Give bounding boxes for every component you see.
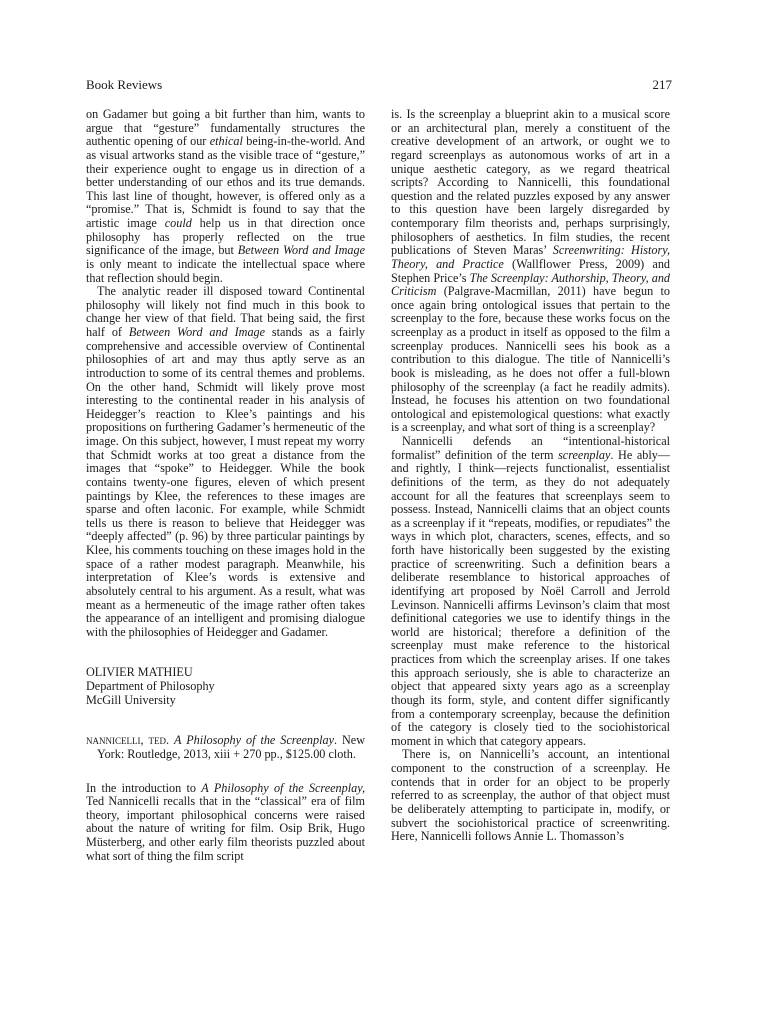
citation-details: . New York: Routledge, 2013, xiii + 270 pp., $125.00 cloth.: [97, 733, 366, 761]
running-header: [86, 77, 672, 97]
emphasis: ethical: [209, 134, 243, 149]
book-title: A Philosophy of the Screenplay,: [201, 780, 365, 795]
left-column: [86, 108, 365, 863]
paragraph: is. Is the screenplay a blueprint akin to a musical score or an architectural plan, merely a constituent of the creative development of an artwork, or ought we to regard screenplays as autonomous works of art in a unique aesthetic category, as we regard theatrical scripts? According to Nannicelli, this foundational question and the related puzzles exposed by any answer to this question have been largely disregarded by contemporary film theorists and, perhaps surprisingly, philosophers of aesthetics. In film studies, the recent publications of Steven Maras’ Screenwriting: History, Theory, and Practice (Wallflower Press, 2009) and Stephen Price’s The Screenplay: Authorship, Theory, and Criticism (Palgrave-Macmillan, 2011) have begun to once again bring ontological issues that pertain to the screenplay to the fore, because these works focus on the screenplay as a product in itself as opposed to the film a screenplay produces. Nannicelli sees his book as a contribution to this dialogue. The title of Nannicelli’s book is misleading, as he does not offer a full-blown philosophy of the screenplay (a fact he readily admits). Instead, he focuses his attention on two foundational ontological and epistemological questions: what exactly is a screenplay, and what sort of thing is a screenplay?: [391, 107, 671, 435]
emphasis: could: [164, 216, 192, 230]
paragraph: There is, on Nannicelli’s account, an intentional component to the construction of a screenplay. He contends that in order for an object to be properly referred to as screenplay, the author of that object must be deliberately attempting to participate in, modify, or subvert the sociohistorical practice of screenwriting. Here, Nannicelli follows Annie L. Thomasson’s: [391, 747, 670, 844]
page-number: 217: [652, 77, 672, 92]
paragraph: The analytic reader ill disposed toward Continental philosophy will likely not find much in this book to change her view of that field. That being said, the first half of Between Word and Image stands as a fairly comprehensive and accessible overview of Continental philosophies of art and may thus aptly serve as an introduction to some of its central themes and problems. On the other hand, Schmidt will likely prove most interesting to the continental reader in his analysis of Heidegger’s reaction to Klee’s paintings and his propositions on furthering Gadamer’s hermeneutic of the image. On this subject, however, I must repeat my worry that Schmidt works at too great a distance from the images that “spoke” to Heidegger. While the book contains twenty-one figures, eleven of which present paintings by Klee, the references to these images are sparse and often laconic. For example, while Schmidt tells us there is reason to believe that Heidegger was “deeply affected” (p. 96) by three particular paintings by Klee, his comments touching on these images hold in the space of a rather modest paragraph. Meanwhile, his interpretation of Klee’s words is extensive and absolutely central to his argument. As a result, what was meant as a hermeneutic of the image rather often takes the appearance of an intelligent and promising dialogue with the philosophies of Heidegger and Gadamer.: [86, 284, 365, 639]
citation-title: A Philosophy of the Screenplay: [174, 733, 334, 748]
spacer: [86, 707, 365, 734]
running-head-section: Book Reviews: [86, 77, 163, 92]
book-title: Between Word and Image: [237, 243, 366, 258]
reviewer-name: OLIVIER MATHIEU: [86, 665, 193, 680]
emphasis: screenplay: [558, 447, 611, 462]
paragraph: Nannicelli defends an “intentional-historical formalist” definition of the term screenplay. He ably—and rightly, I think—rejects functionalist, essentialist definitions of the term, as they do not adequately account for all the features that screenplays seem to possess. Instead, Nannicelli claims that an object counts as a screenplay if it “repeats, modifies, or repudiates” the ways in which plot, characters, scenes, effects, and so forth have historically been suggested by the existing practice of screenwriting. Such a definition bears a deliberate resemblance to historical approaches of identifying art proposed by Noël Carroll and Jerrold Levinson. Nannicelli affirms Levinson’s claim that most definitional categories we use to identify things in the world are historical; therefore a definition of the screenplay must make reference to the historical practices from which the screenplay arises. If one takes this approach seriously, she is able to characterize an object that appeared sixty years ago as a screenplay though its form, style, and content differ significantly from a contemporary screenplay, because the definition of the category is closely tied to the sociohistorical moment in which that category appears.: [391, 434, 670, 748]
book-citation: [86, 734, 365, 761]
citation-author: nannicelli, ted.: [86, 733, 170, 748]
spacer: [86, 639, 365, 666]
right-column: [391, 108, 670, 844]
reviewer-signature: [86, 666, 365, 707]
book-title: Between Word and Image: [128, 325, 266, 339]
reviewer-department: Department of Philosophy: [86, 679, 215, 693]
spacer: [86, 762, 365, 782]
reviewer-institution: McGill University: [86, 692, 176, 707]
book-title: Screenwriting: History, Theory, and Practice: [391, 243, 670, 271]
paragraph: on Gadamer but going a bit further than him, wants to argue that “gesture” fundamentally structures the authentic opening of our ethical being-in-the-world. And as visual artworks stand as the visible trace of “gesture,” their experience ought to engage us in direction of a better understanding of our ethos and its true demands. This last line of thought, however, is offered only as a “promise.” That is, Schmidt is found to say that the artistic image could help us in that direction once philosophy has properly reflected on the true significance of the image, but Between Word and Image is only meant to indicate the intellectual space where that reflection should begin.: [86, 107, 366, 285]
paragraph: In the introduction to A Philosophy of the Screenplay, Ted Nannicelli recalls that in the “classical” era of film theory, important philosophical concerns were raised about the nature of writing for film. Osip Brik, Hugo Müsterberg, and other early film theorists puzzled about what sort of thing the film script: [86, 780, 365, 863]
book-title: The Screenplay: Authorship, Theory, and Criticism: [391, 270, 671, 299]
